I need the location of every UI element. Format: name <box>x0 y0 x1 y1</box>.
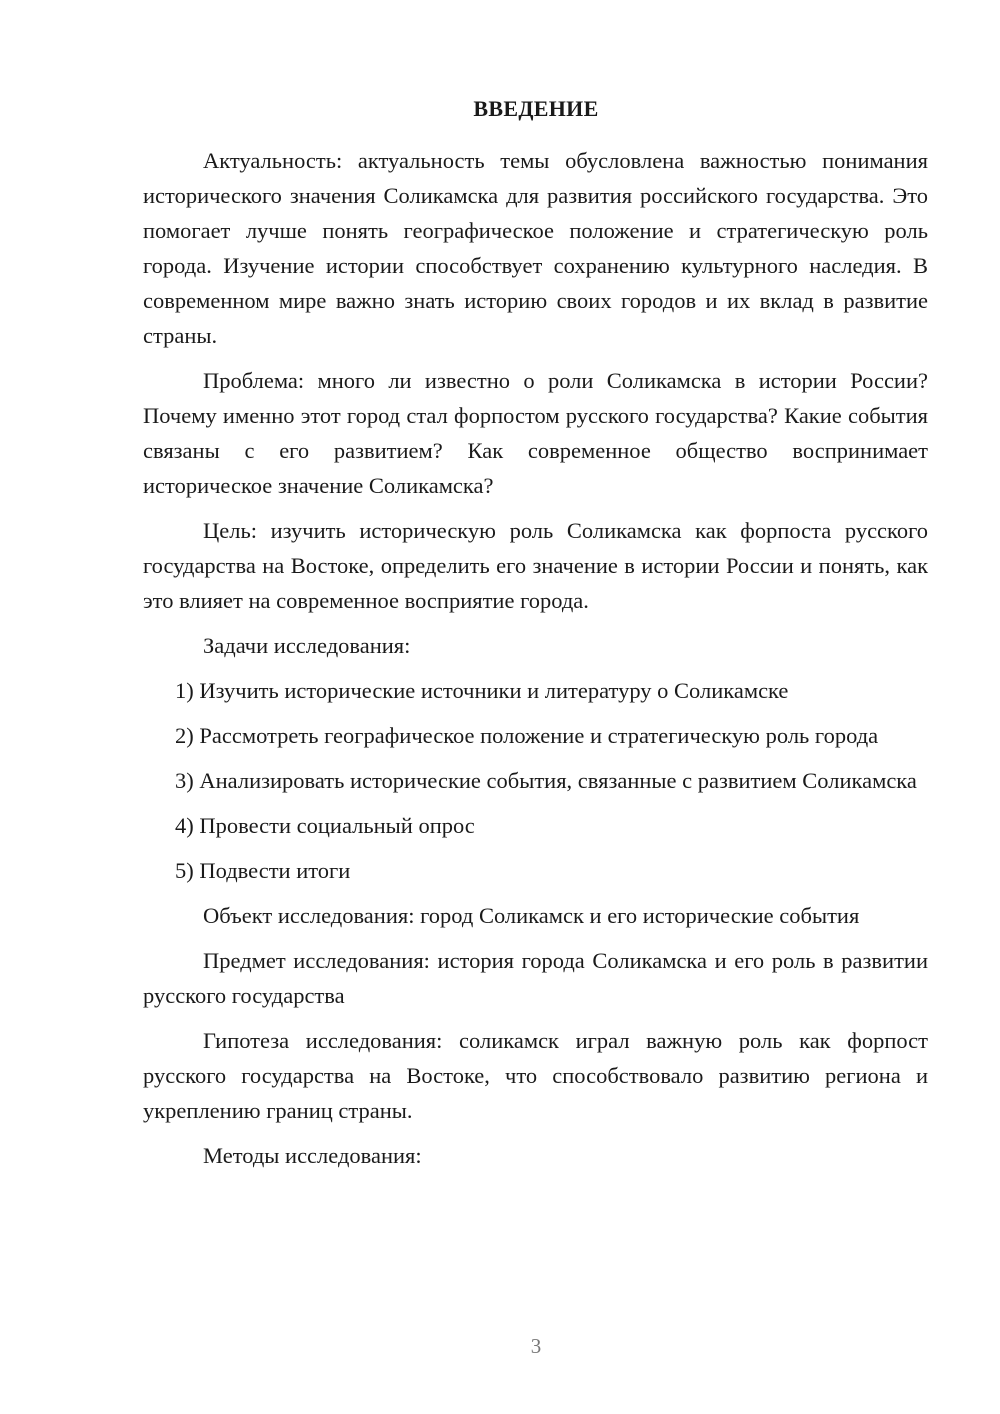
paragraph-goal: Цель: изучить историческую роль Соликамска как форпоста русского государства на Востоке, определить его значение в истории России и понять, как это влияет на современное восприятие города. <box>143 518 928 613</box>
task-item-5: 5) Подвести итоги <box>175 858 351 883</box>
paragraph-problem: Проблема: много ли известно о роли Соликамска в истории России? Почему именно этот город стал форпостом русского государства? Какие события связаны с его развитием? Как современное общество воспринимает историческое значение Соликамска? <box>143 368 928 498</box>
paragraph-subject: Предмет исследования: история города Соликамска и его роль в развитии русского государства <box>143 948 928 1008</box>
body-text <box>143 143 928 1183</box>
page-number: 3 <box>530 1334 542 1358</box>
paragraph-hypothesis: Гипотеза исследования: соликамск играл важную роль как форпост русского государства на Востоке, что способствовало развитию региона и укреплению границ страны. <box>143 1028 928 1123</box>
paragraph-relevance: Актуальность: актуальность темы обусловлена важностью понимания исторического значения Соликамска для развития российского государства. Это помогает лучше понять географическое положение и стратегическую роль города. Изучение истории способствует сохранению культурного наследия. В современном мире важно знать историю своих городов и их вклад в развитие страны. <box>143 148 928 348</box>
paragraph-methods: Методы исследования: <box>203 1143 422 1168</box>
paragraph-object: Объект исследования: город Соликамск и его исторические события <box>203 903 860 928</box>
paragraph-tasks-heading: Задачи исследования: <box>203 633 411 658</box>
page-title: ВВЕДЕНИЕ <box>473 96 599 121</box>
task-item-3: 3) Анализировать исторические события, связанные с развитием Соликамска <box>175 768 917 793</box>
task-item-1: 1) Изучить исторические источники и литературу о Соликамске <box>175 678 789 703</box>
task-item-4: 4) Провести социальный опрос <box>175 813 475 838</box>
task-item-2: 2) Рассмотреть географическое положение и стратегическую роль города <box>175 723 879 748</box>
